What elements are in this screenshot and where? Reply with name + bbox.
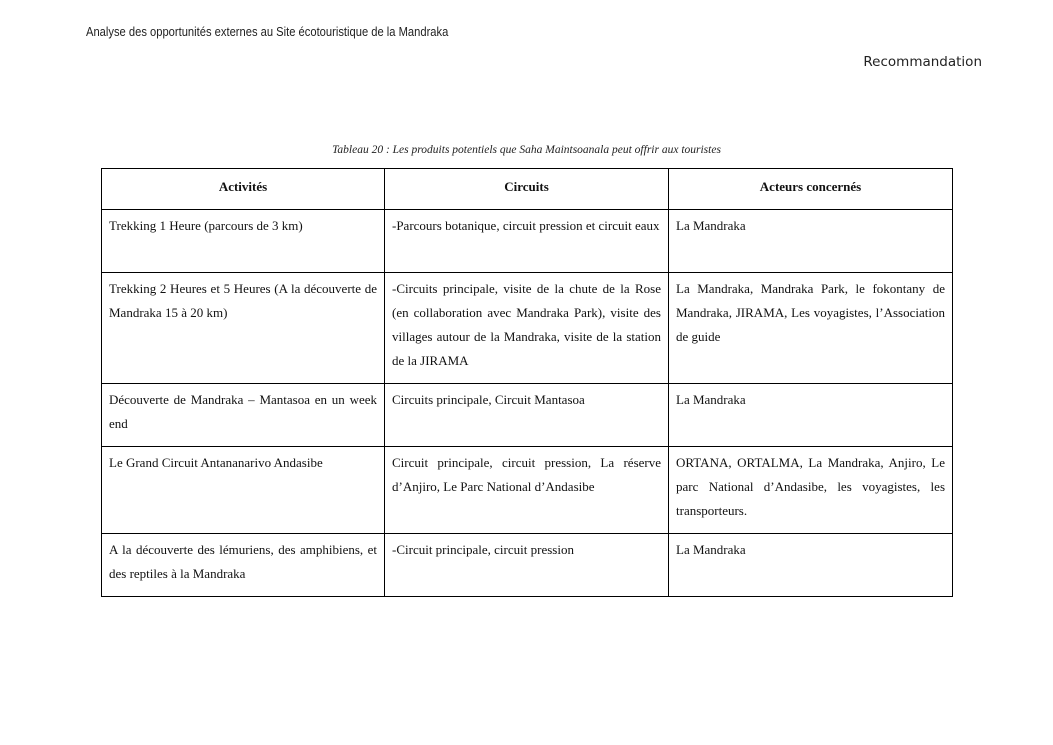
table-row <box>102 273 953 384</box>
cell-activite: Trekking 1 Heure (parcours de 3 km) <box>102 210 385 273</box>
cell-circuits: -Parcours botanique, circuit pression et circuit eaux <box>385 210 669 273</box>
section-label: Recommandation <box>863 54 982 70</box>
cell-acteurs: La Mandraka <box>669 210 953 273</box>
products-table <box>101 168 953 597</box>
cell-circuits: -Circuit principale, circuit pression <box>385 534 669 597</box>
table-row <box>102 210 953 273</box>
header-acteurs: Acteurs concernés <box>669 169 953 210</box>
cell-acteurs: La Mandraka <box>669 384 953 447</box>
cell-circuits: -Circuits principale, visite de la chute de la Rose (en collaboration avec Mandraka Park), visite des villages autour de la Mandraka, visite de la station de la JIRAMA <box>385 273 669 384</box>
cell-circuits: Circuit principale, circuit pression, La réserve d’Anjiro, Le Parc National d’Andasibe <box>385 447 669 534</box>
table-header-row <box>102 169 953 210</box>
cell-acteurs: ORTANA, ORTALMA, La Mandraka, Anjiro, Le parc National d’Andasibe, les voyagistes, les transporteurs. <box>669 447 953 534</box>
cell-acteurs: La Mandraka, Mandraka Park, le fokontany de Mandraka, JIRAMA, Les voyagistes, l’Association de guide <box>669 273 953 384</box>
table-row <box>102 384 953 447</box>
header-circuits: Circuits <box>385 169 669 210</box>
cell-activite: Le Grand Circuit Antananarivo Andasibe <box>102 447 385 534</box>
table-row <box>102 534 953 597</box>
cell-activite: Découverte de Mandraka – Mantasoa en un week end <box>102 384 385 447</box>
running-header: Analyse des opportunités externes au Site écotouristique de la Mandraka <box>86 24 449 39</box>
cell-activite: Trekking 2 Heures et 5 Heures (A la découverte de Mandraka 15 à 20 km) <box>102 273 385 384</box>
cell-acteurs: La Mandraka <box>669 534 953 597</box>
table-row <box>102 447 953 534</box>
cell-circuits: Circuits principale, Circuit Mantasoa <box>385 384 669 447</box>
table-caption: Tableau 20 : Les produits potentiels que Saha Maintsoanala peut offrir aux touristes <box>332 144 721 156</box>
cell-activite: A la découverte des lémuriens, des amphibiens, et des reptiles à la Mandraka <box>102 534 385 597</box>
header-activites: Activités <box>102 169 385 210</box>
